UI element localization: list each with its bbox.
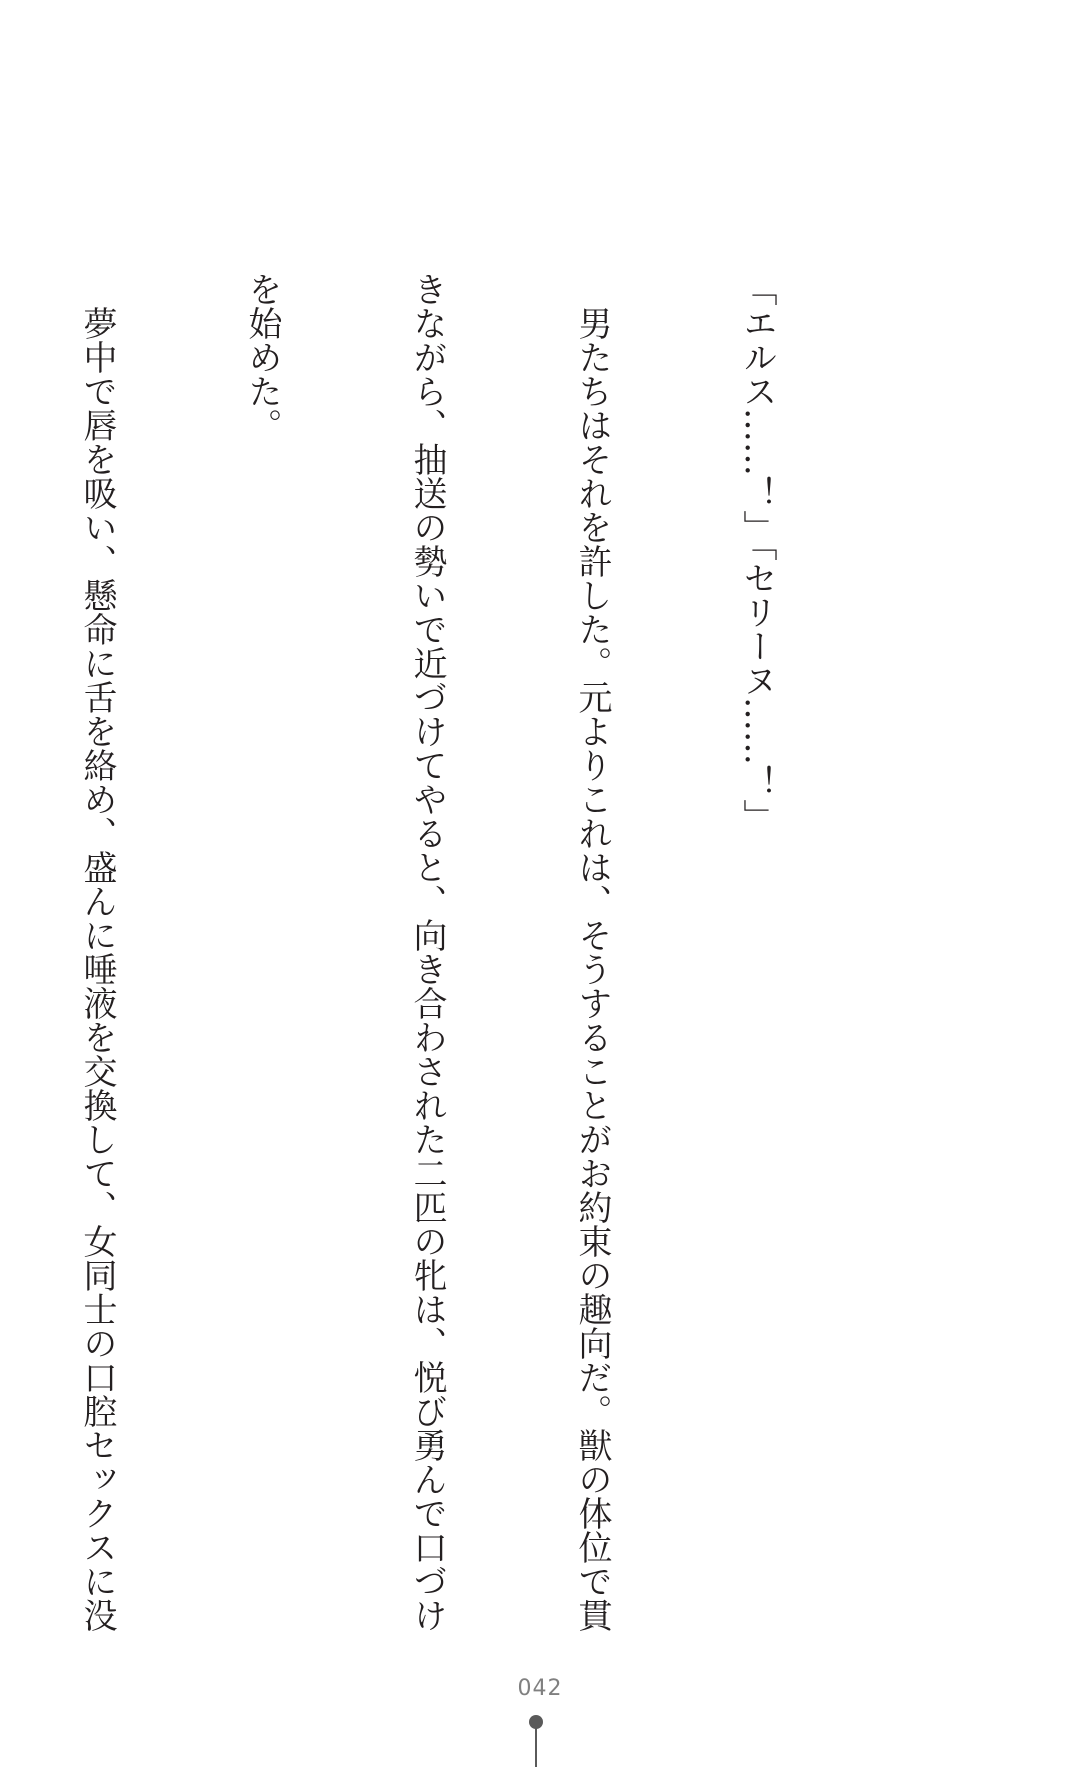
vertical-text-body <box>0 272 894 1632</box>
text-line: 夢中で唇を吸い、懸命に舌を絡め、盛んに唾液を交換して、女同士の口腔セックスに没 <box>77 272 117 1632</box>
text-line: 「エルス……！」「セリーヌ……！」 <box>737 272 777 833</box>
text-line: きながら、抽送の勢いで近づけてやると、向き合わされた二匹の牝は、悦び勇んで口づけ <box>407 272 447 1632</box>
text-line: を始めた。 <box>242 272 282 442</box>
page-marker-line <box>535 1727 537 1767</box>
text-line: 男たちはそれを許した。元よりこれは、そうすることがお約束の趣向だ。獣の体位で貫 <box>572 272 612 1632</box>
page-number: 042 <box>517 1676 563 1701</box>
